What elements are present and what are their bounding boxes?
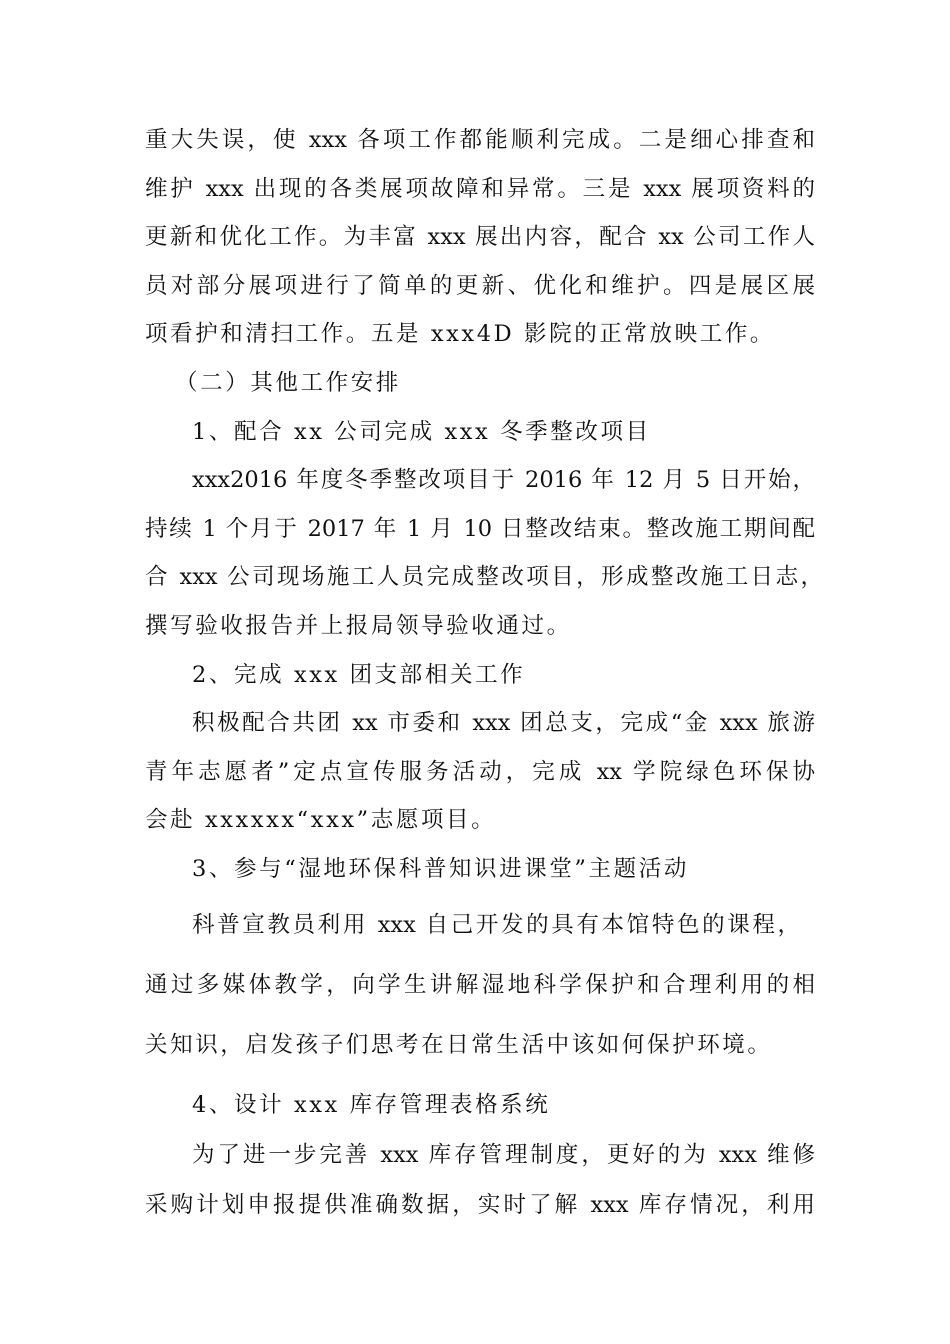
subsection-heading: 2、完成 xxx 团支部相关工作 [192, 662, 526, 688]
paragraph-line: 关知识，启发孩子们思考在日常生活中该如何保护环境。 [145, 1032, 773, 1058]
paragraph-line: 更新和优化工作。为丰富 xxx 展出内容，配合 xx 公司工作人 [145, 224, 815, 250]
paragraph-line: 撰写验收报告并上报局领导验收通过。 [145, 613, 572, 639]
paragraph-line: 青年志愿者”定点宣传服务活动，完成 xx 学院绿色环保协 [145, 759, 815, 785]
subsection-heading: 3、参与“湿地环保科普知识进课堂”主题活动 [192, 856, 689, 882]
paragraph-line: 通过多媒体教学，向学生讲解湿地科学保护和合理利用的相 [145, 972, 815, 998]
paragraph-line: 积极配合共团 xx 市委和 xxx 团总支，完成“金 xxx 旅游 [192, 710, 815, 736]
section-heading: （二）其他工作安排 [175, 370, 401, 396]
paragraph-line: 项看护和清扫工作。五是 xxx4D 影院的正常放映工作。 [145, 321, 776, 347]
paragraph-line: 为了进一步完善 xxx 库存管理制度，更好的为 xxx 维修 [192, 1142, 815, 1168]
paragraph-line: 持续 1 个月于 2017 年 1 月 10 日整改结束。整改施工期间配 [145, 516, 815, 542]
paragraph-line: 会赴 xxxxxx“xxx”志愿项目。 [145, 807, 497, 833]
subsection-heading: 4、设计 xxx 库存管理表格系统 [192, 1092, 551, 1118]
paragraph-line: 合 xxx 公司现场施工人员完成整改项目，形成整改施工日志， [145, 564, 823, 590]
paragraph-line: 科普宣教员利用 xxx 自己开发的具有本馆特色的课程， [192, 912, 800, 938]
paragraph-line: 员对部分展项进行了简单的更新、优化和维护。四是展区展 [145, 273, 815, 299]
paragraph-line: xxx2016 年度冬季整改项目于 2016 年 12 月 5 日开始， [192, 467, 815, 493]
paragraph-line: 重大失误，使 xxx 各项工作都能顺利完成。二是细心排查和 [145, 127, 815, 153]
paragraph-line: 采购计划申报提供准确数据，实时了解 xxx 库存情况，利用 [145, 1192, 815, 1218]
paragraph-line: 维护 xxx 出现的各类展项故障和异常。三是 xxx 展项资料的 [145, 176, 815, 202]
subsection-heading: 1、配合 xx 公司完成 xxx 冬季整改项目 [192, 419, 651, 445]
